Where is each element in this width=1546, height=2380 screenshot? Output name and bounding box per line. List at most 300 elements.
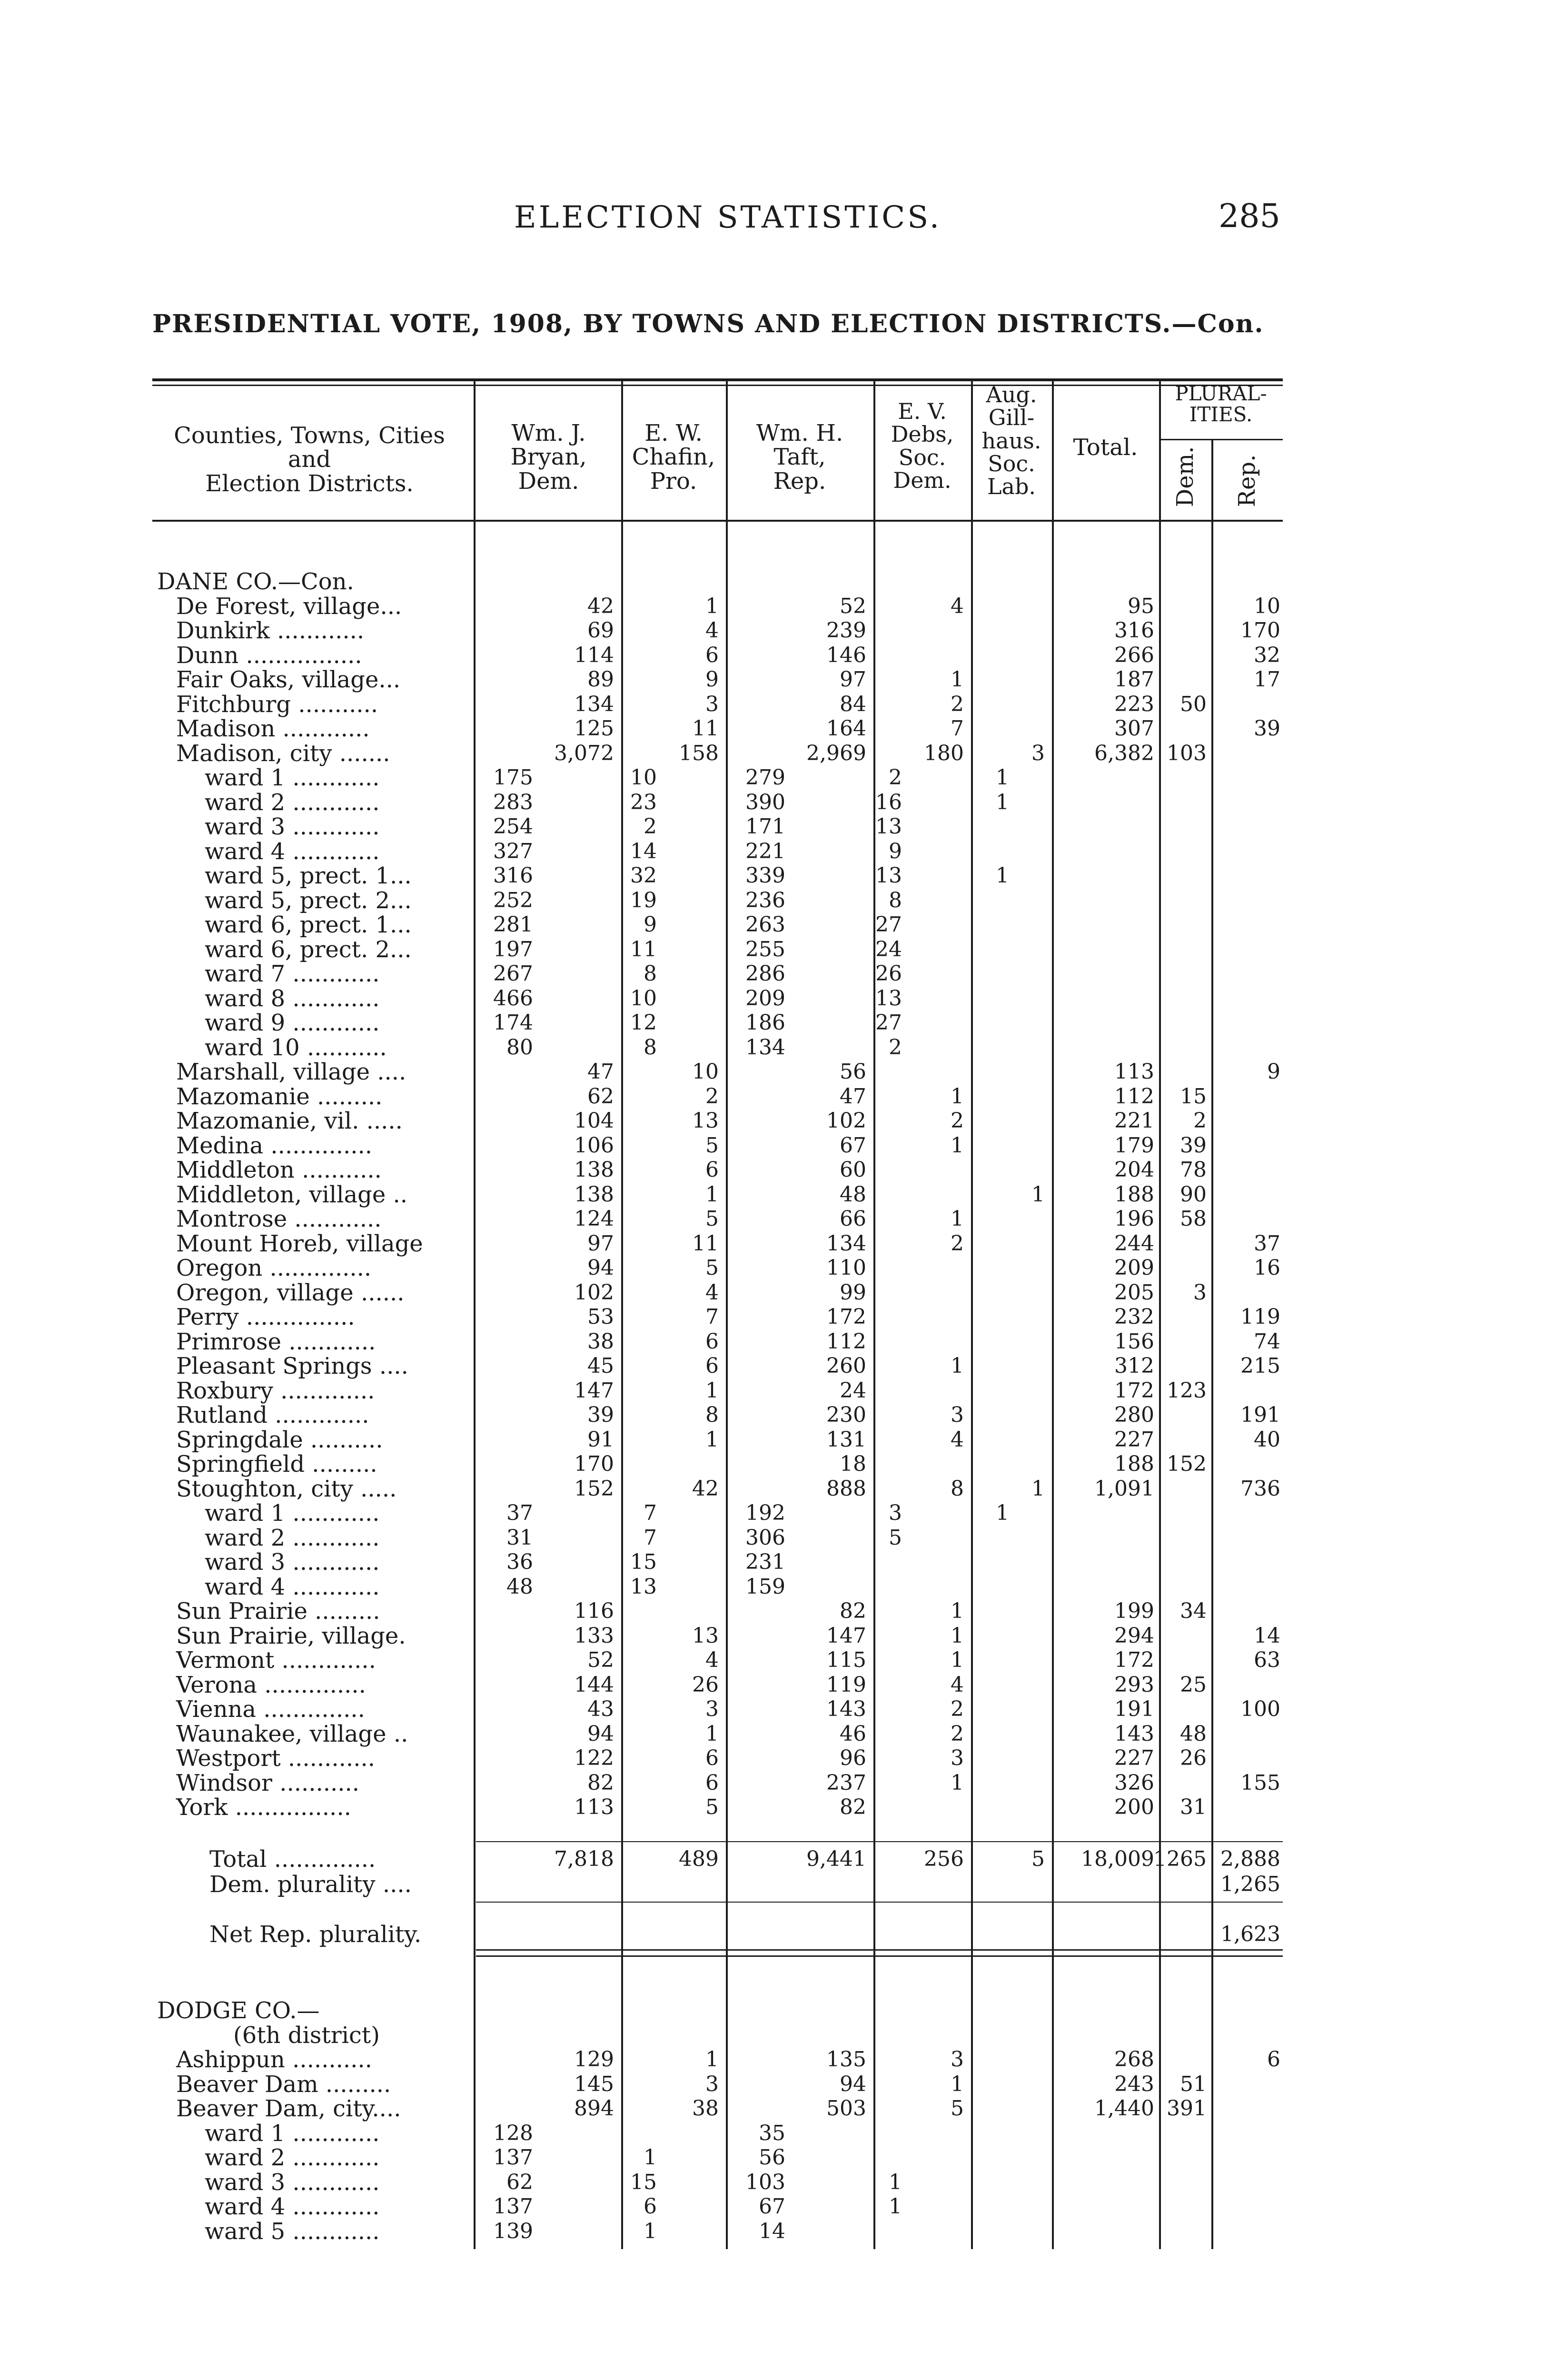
vote-cell: 1 <box>951 1770 964 1795</box>
vote-cell: 187 <box>1114 667 1154 692</box>
vote-cell: 51 <box>1180 2072 1207 2096</box>
district-name: Madison, city ....... <box>176 740 390 767</box>
vote-cell: 8 <box>951 1476 964 1501</box>
vote-cell: 14 <box>759 2219 785 2243</box>
vote-cell: 8 <box>705 1403 719 1427</box>
vote-cell: 6 <box>705 1354 719 1378</box>
vote-cell: 15 <box>1180 1084 1207 1109</box>
vote-cell: 11 <box>692 1231 719 1256</box>
vote-cell: 9 <box>1267 1060 1280 1084</box>
total-cell: 9,441 <box>806 1847 866 1871</box>
header-total: Total. <box>1073 434 1138 461</box>
district-name: Madison ............ <box>176 715 370 742</box>
vote-cell: 199 <box>1114 1599 1154 1623</box>
vote-cell: 180 <box>924 741 964 765</box>
vote-cell: 39 <box>1180 1133 1207 1158</box>
vote-cell: 95 <box>1128 594 1154 618</box>
district-name: Sun Prairie, village. <box>176 1622 406 1649</box>
vote-cell: 191 <box>1114 1697 1154 1721</box>
vote-cell: 47 <box>587 1060 614 1084</box>
ward-name: ward 1 ............ <box>205 1500 380 1527</box>
vote-cell: 894 <box>574 2096 614 2121</box>
vote-cell: 94 <box>587 1256 614 1280</box>
vote-cell: 155 <box>1240 1770 1280 1795</box>
vote-cell: 6 <box>705 1770 719 1795</box>
vote-cell: 188 <box>1114 1182 1154 1207</box>
district-name: Fitchburg ........... <box>176 691 378 718</box>
vote-cell: 34 <box>1180 1599 1207 1623</box>
vote-cell: 11 <box>692 716 719 741</box>
total-cell: 1,623 <box>1220 1922 1280 1946</box>
total-cell: 18,009 <box>1081 1847 1154 1871</box>
vote-cell: 312 <box>1114 1354 1154 1378</box>
vote-cell: 82 <box>840 1599 866 1623</box>
district-name: Mount Horeb, village <box>176 1230 423 1257</box>
vote-cell: 736 <box>1240 1476 1280 1501</box>
vote-cell: 196 <box>1114 1207 1154 1231</box>
district-name: Waunakee, village .. <box>176 1720 408 1747</box>
vote-cell: 10 <box>1254 594 1280 618</box>
vote-cell: 96 <box>840 1746 866 1770</box>
district-name: Stoughton, city ..... <box>176 1475 397 1502</box>
vote-cell: 172 <box>826 1305 866 1329</box>
vote-cell: 50 <box>1180 692 1207 716</box>
vote-cell: 227 <box>1114 1427 1154 1452</box>
vote-cell: 135 <box>826 2047 866 2072</box>
vote-cell: 143 <box>1114 1721 1154 1746</box>
total-cell: 489 <box>679 1847 719 1871</box>
vote-cell: 69 <box>587 618 614 643</box>
vote-cell: 48 <box>840 1182 866 1207</box>
vote-cell: 152 <box>1167 1452 1207 1476</box>
district-name: Vienna .............. <box>176 1696 365 1723</box>
vote-cell: 15 <box>630 2170 657 2194</box>
district-name: Marshall, village .... <box>176 1059 406 1085</box>
vote-cell: 40 <box>1254 1427 1280 1452</box>
vote-cell: 128 <box>493 2121 533 2145</box>
vote-cell: 255 <box>745 937 785 962</box>
vote-cell: 7 <box>705 1305 719 1329</box>
vote-cell: 266 <box>1114 643 1154 667</box>
vote-cell: 1 <box>996 863 1009 888</box>
vote-cell: 113 <box>574 1795 614 1819</box>
district-name: Pleasant Springs .... <box>176 1353 408 1379</box>
vote-cell: 1 <box>644 2219 657 2243</box>
vote-cell: 1 <box>951 1133 964 1158</box>
vote-cell: 1 <box>996 765 1009 790</box>
vote-cell: 134 <box>745 1035 785 1060</box>
vote-cell: 10 <box>692 1060 719 1084</box>
vote-cell: 106 <box>574 1133 614 1158</box>
vote-cell: 97 <box>587 1231 614 1256</box>
vote-cell: 13 <box>875 986 902 1011</box>
district-name: Rutland ............. <box>176 1402 369 1428</box>
vote-cell: 186 <box>745 1011 785 1035</box>
total-cell: 2,888 <box>1220 1847 1280 1871</box>
vote-cell: 200 <box>1114 1795 1154 1819</box>
vote-cell: 35 <box>759 2121 785 2145</box>
vote-cell: 147 <box>574 1378 614 1403</box>
ward-name: ward 6, prect. 1... <box>205 912 412 938</box>
page-header: ELECTION STATISTICS. <box>514 200 942 235</box>
vote-cell: 6 <box>705 1329 719 1354</box>
district-name: Middleton, village .. <box>176 1181 408 1208</box>
vote-cell: 158 <box>679 741 719 765</box>
vote-cell: 139 <box>493 2219 533 2243</box>
vote-cell: 12 <box>630 1011 657 1035</box>
total-rule <box>476 1902 1283 1903</box>
district-name: Oregon .............. <box>176 1255 372 1281</box>
vote-cell: 1,440 <box>1094 2096 1154 2121</box>
vote-cell: 137 <box>493 2145 533 2170</box>
vote-cell: 90 <box>1180 1182 1207 1207</box>
vote-cell: 53 <box>587 1305 614 1329</box>
vote-cell: 3 <box>951 1403 964 1427</box>
vote-cell: 144 <box>574 1672 614 1697</box>
ward-name: ward 7 ............ <box>205 961 380 987</box>
vote-cell: 1 <box>705 1427 719 1452</box>
vote-cell: 1 <box>705 1182 719 1207</box>
vote-cell: 62 <box>506 2170 533 2194</box>
vote-cell: 2 <box>951 1721 964 1746</box>
vote-cell: 6 <box>705 1746 719 1770</box>
vote-cell: 286 <box>745 962 785 986</box>
vote-cell: 306 <box>745 1525 785 1550</box>
vote-cell: 13 <box>630 1574 657 1599</box>
vote-cell: 227 <box>1114 1746 1154 1770</box>
vote-cell: 1 <box>889 2194 902 2219</box>
total-cell: 256 <box>924 1847 964 1871</box>
vote-cell: 230 <box>826 1403 866 1427</box>
vote-cell: 42 <box>587 594 614 618</box>
vote-cell: 221 <box>1114 1109 1154 1133</box>
vote-cell: 119 <box>826 1672 866 1697</box>
district-name: Beaver Dam, city.... <box>176 2095 401 2122</box>
vote-cell: 188 <box>1114 1452 1154 1476</box>
vote-cell: 138 <box>574 1182 614 1207</box>
vote-cell: 52 <box>840 594 866 618</box>
vote-cell: 39 <box>587 1403 614 1427</box>
vote-cell: 2 <box>644 814 657 839</box>
vote-cell: 174 <box>493 1011 533 1035</box>
ward-name: ward 5, prect. 1... <box>205 863 412 889</box>
district-name: Springdale .......... <box>176 1426 383 1453</box>
vote-cell: 316 <box>493 863 533 888</box>
vote-cell: 48 <box>506 1574 533 1599</box>
vote-cell: 37 <box>506 1501 533 1525</box>
district-name: Sun Prairie ......... <box>176 1598 380 1625</box>
vote-cell: 391 <box>1167 2096 1207 2121</box>
vote-cell: 3 <box>705 1697 719 1721</box>
district-name: De Forest, village... <box>176 593 402 620</box>
vote-cell: 8 <box>644 1035 657 1060</box>
header-plur-rep: Rep. <box>1233 454 1260 507</box>
vote-cell: 97 <box>840 667 866 692</box>
total-cell: 5 <box>1031 1847 1045 1871</box>
vote-cell: 62 <box>587 1084 614 1109</box>
vote-cell: 138 <box>574 1158 614 1182</box>
vote-cell: 164 <box>826 716 866 741</box>
header-gillhaus: Aug. Gill- haus. Soc. Lab. <box>981 382 1041 500</box>
ward-name: ward 3 ............ <box>205 1549 380 1576</box>
vote-cell: 143 <box>826 1697 866 1721</box>
vote-cell: 8 <box>889 888 902 912</box>
vote-cell: 4 <box>951 1427 964 1452</box>
vote-cell: 100 <box>1240 1697 1280 1721</box>
vote-cell: 102 <box>574 1280 614 1305</box>
vote-cell: 326 <box>1114 1770 1154 1795</box>
vote-cell: 7 <box>644 1525 657 1550</box>
vote-cell: 339 <box>745 863 785 888</box>
vote-cell: 67 <box>840 1133 866 1158</box>
district-name: Verona .............. <box>176 1671 366 1698</box>
vote-cell: 16 <box>875 790 902 814</box>
vote-cell: 294 <box>1114 1623 1154 1648</box>
vote-cell: 114 <box>574 643 614 667</box>
vote-cell: 2 <box>951 692 964 716</box>
vote-cell: 1 <box>996 790 1009 814</box>
vote-cell: 13 <box>875 863 902 888</box>
vote-cell: 3 <box>951 1746 964 1770</box>
vote-cell: 2 <box>951 1109 964 1133</box>
district-name: Beaver Dam ......... <box>176 2071 391 2098</box>
vote-cell: 63 <box>1254 1648 1280 1672</box>
vote-cell: 152 <box>574 1476 614 1501</box>
vote-cell: 3 <box>951 2047 964 2072</box>
vote-cell: 1 <box>951 2072 964 2096</box>
vote-cell: 6 <box>1267 2047 1280 2072</box>
vote-cell: 13 <box>875 814 902 839</box>
vote-cell: 170 <box>574 1452 614 1476</box>
vote-cell: 390 <box>745 790 785 814</box>
total-rule <box>476 1955 1283 1957</box>
vote-cell: 172 <box>1114 1378 1154 1403</box>
vote-cell: 9 <box>705 667 719 692</box>
vote-cell: 316 <box>1114 618 1154 643</box>
vote-cell: 26 <box>692 1672 719 1697</box>
district-name: Roxbury ............. <box>176 1377 375 1404</box>
vote-cell: 7 <box>951 716 964 741</box>
vote-cell: 3 <box>889 1501 902 1525</box>
vote-cell: 3 <box>1031 741 1045 765</box>
vote-cell: 4 <box>951 1672 964 1697</box>
vote-cell: 74 <box>1254 1329 1280 1354</box>
vote-cell: 5 <box>705 1207 719 1231</box>
vote-cell: 32 <box>1254 643 1280 667</box>
vote-cell: 104 <box>574 1109 614 1133</box>
vote-cell: 159 <box>745 1574 785 1599</box>
vote-cell: 209 <box>745 986 785 1011</box>
vote-cell: 103 <box>745 2170 785 2194</box>
vote-cell: 1 <box>705 1721 719 1746</box>
vote-cell: 103 <box>1167 741 1207 765</box>
vote-cell: 1,091 <box>1094 1476 1154 1501</box>
vote-cell: 1 <box>951 1084 964 1109</box>
vote-cell: 175 <box>493 765 533 790</box>
vote-cell: 237 <box>826 1770 866 1795</box>
district-name: Fair Oaks, village... <box>176 666 401 693</box>
vote-cell: 52 <box>587 1648 614 1672</box>
header-chafin: E. W. Chafin, Pro. <box>632 420 715 495</box>
vote-cell: 67 <box>759 2194 785 2219</box>
vote-cell: 6 <box>705 643 719 667</box>
total-cell: 1,265 <box>1220 1872 1280 1896</box>
district-name: Dunkirk ............ <box>176 617 365 644</box>
vote-cell: 125 <box>574 716 614 741</box>
vote-cell: 503 <box>826 2096 866 2121</box>
vote-cell: 27 <box>875 1011 902 1035</box>
vote-cell: 263 <box>745 912 785 937</box>
vote-cell: 2 <box>1193 1109 1207 1133</box>
header-plur-dem: Dem. <box>1171 446 1199 507</box>
vote-cell: 6 <box>644 2194 657 2219</box>
vote-cell: 5 <box>705 1256 719 1280</box>
vote-cell: 1 <box>705 1378 719 1403</box>
district-name: Middleton ........... <box>176 1157 382 1183</box>
vote-cell: 56 <box>840 1060 866 1084</box>
vote-cell: 146 <box>826 643 866 667</box>
vote-cell: 23 <box>630 790 657 814</box>
vote-cell: 252 <box>493 888 533 912</box>
vote-cell: 281 <box>493 912 533 937</box>
district-name: Mazomanie ......... <box>176 1083 383 1110</box>
vote-cell: 39 <box>1254 716 1280 741</box>
vote-cell: 236 <box>745 888 785 912</box>
vote-cell: 888 <box>826 1476 866 1501</box>
district-name: Springfield ......... <box>176 1451 377 1478</box>
district-name: Medina .............. <box>176 1132 373 1159</box>
vote-cell: 84 <box>840 692 866 716</box>
district-name: Dunn ................ <box>176 642 362 669</box>
vote-cell: 5 <box>705 1795 719 1819</box>
vote-cell: 102 <box>826 1109 866 1133</box>
vote-cell: 112 <box>826 1329 866 1354</box>
vote-cell: 19 <box>630 888 657 912</box>
vote-cell: 3 <box>705 692 719 716</box>
district-name: Perry ............... <box>176 1304 355 1330</box>
vote-cell: 31 <box>506 1525 533 1550</box>
ward-name: ward 2 ............ <box>205 2144 380 2171</box>
vote-cell: 129 <box>574 2047 614 2072</box>
vote-cell: 466 <box>493 986 533 1011</box>
vote-cell: 232 <box>1114 1305 1154 1329</box>
vote-cell: 204 <box>1114 1158 1154 1182</box>
total-cell: 1265 <box>1153 1847 1207 1871</box>
vote-cell: 260 <box>826 1354 866 1378</box>
vote-cell: 1 <box>644 2145 657 2170</box>
vote-cell: 89 <box>587 667 614 692</box>
vote-cell: 5 <box>889 1525 902 1550</box>
district-name: Primrose ............ <box>176 1328 376 1355</box>
vote-cell: 4 <box>705 1648 719 1672</box>
header-debs: E. V. Debs, Soc. Dem. <box>891 398 954 493</box>
vote-cell: 254 <box>493 814 533 839</box>
vote-cell: 4 <box>951 594 964 618</box>
vote-cell: 36 <box>506 1550 533 1574</box>
vote-cell: 10 <box>630 765 657 790</box>
vote-cell: 116 <box>574 1599 614 1623</box>
vote-cell: 267 <box>493 962 533 986</box>
ward-name: ward 9 ............ <box>205 1010 380 1036</box>
vote-cell: 3,072 <box>554 741 614 765</box>
vote-cell: 27 <box>875 912 902 937</box>
vote-cell: 170 <box>1240 618 1280 643</box>
district-name: Oregon, village ...... <box>176 1279 405 1306</box>
vote-cell: 124 <box>574 1207 614 1231</box>
total-label: Total .............. <box>209 1846 376 1873</box>
vote-cell: 293 <box>1114 1672 1154 1697</box>
vote-cell: 131 <box>826 1427 866 1452</box>
ward-name: ward 3 ............ <box>205 2169 380 2196</box>
ward-name: ward 10 ........... <box>205 1034 387 1061</box>
total-rule <box>476 1949 1283 1951</box>
vote-cell: 38 <box>587 1329 614 1354</box>
vote-cell: 82 <box>587 1770 614 1795</box>
district-name: Mazomanie, vil. ..... <box>176 1108 403 1134</box>
vote-cell: 11 <box>630 937 657 962</box>
vote-cell: 137 <box>493 2194 533 2219</box>
vote-cell: 38 <box>692 2096 719 2121</box>
vote-cell: 47 <box>840 1084 866 1109</box>
ward-name: ward 1 ............ <box>205 2120 380 2147</box>
vote-cell: 66 <box>840 1207 866 1231</box>
ward-name: ward 3 ............ <box>205 813 380 840</box>
vote-cell: 209 <box>1114 1256 1154 1280</box>
vote-cell: 223 <box>1114 692 1154 716</box>
vote-cell: 197 <box>493 937 533 962</box>
vote-cell: 119 <box>1240 1305 1280 1329</box>
ward-name: ward 4 ............ <box>205 2193 380 2220</box>
vote-cell: 24 <box>875 937 902 962</box>
vote-cell: 171 <box>745 814 785 839</box>
vote-cell: 26 <box>875 962 902 986</box>
district-name: DANE CO.—Con. <box>157 568 354 595</box>
vote-cell: 1 <box>951 1648 964 1672</box>
vote-cell: 16 <box>1254 1256 1280 1280</box>
vote-cell: 1 <box>705 2047 719 2072</box>
vote-cell: 3 <box>705 2072 719 2096</box>
vote-cell: 1 <box>1031 1182 1045 1207</box>
header-district: Counties, Towns, Cities and Election Districts. <box>174 422 445 497</box>
vote-cell: 78 <box>1180 1158 1207 1182</box>
vote-cell: 14 <box>1254 1623 1280 1648</box>
vote-cell: 60 <box>840 1158 866 1182</box>
vote-cell: 24 <box>840 1378 866 1403</box>
vote-cell: 94 <box>840 2072 866 2096</box>
district-name: York ................ <box>176 1794 351 1821</box>
vote-cell: 37 <box>1254 1231 1280 1256</box>
plurality-label: Dem. plurality .... <box>209 1871 412 1898</box>
vote-cell: 2 <box>951 1697 964 1721</box>
vote-cell: 123 <box>1167 1378 1207 1403</box>
vote-cell: 115 <box>826 1648 866 1672</box>
vote-cell: 134 <box>574 692 614 716</box>
vote-cell: 1 <box>951 1599 964 1623</box>
vote-cell: 31 <box>1180 1795 1207 1819</box>
vote-cell: 46 <box>840 1721 866 1746</box>
ward-name: ward 4 ............ <box>205 1573 380 1600</box>
vote-cell: 1 <box>951 1354 964 1378</box>
vote-cell: 1 <box>996 1501 1009 1525</box>
vote-cell: 94 <box>587 1721 614 1746</box>
ward-name: ward 1 ............ <box>205 764 380 791</box>
vote-cell: 307 <box>1114 716 1154 741</box>
vote-cell: 268 <box>1114 2047 1154 2072</box>
vote-cell: 2 <box>705 1084 719 1109</box>
vote-cell: 2 <box>951 1231 964 1256</box>
vote-cell: 172 <box>1114 1648 1154 1672</box>
vote-cell: 14 <box>630 839 657 863</box>
